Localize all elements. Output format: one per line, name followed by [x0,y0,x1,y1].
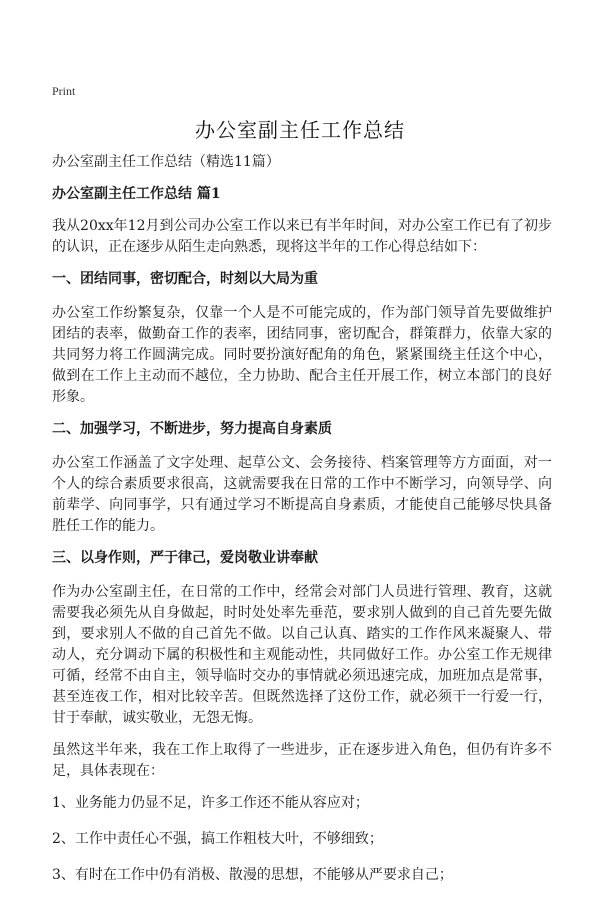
print-label: Print [52,84,76,98]
document-body [52,152,552,901]
section-heading-1: 一、团结同事，密切配合，时刻以大局为重 [52,271,318,287]
section-heading-3: 三、以身作则，严于律己，爱岗敬业讲奉献 [52,550,318,566]
page-title: 办公室副主任工作总结 [195,118,405,142]
shortcoming-item-1: 1、业务能力仍显不足，许多工作还不能从容应对； [52,795,369,811]
part-heading: 办公室副主任工作总结 篇1 [52,186,221,202]
subtitle: 办公室副主任工作总结（精选11篇） [52,154,280,170]
intro-paragraph: 我从20xx年12月到公司办公室工作以来已有半年时间，对办公室工作已有了初步的认识，正在逐步从陌生走向熟悉，现将这半年的工作心得总结如下： [52,218,552,255]
shortcoming-item-2: 2、工作中责任心不强，搞工作粗枝大叶，不够细致； [52,831,383,847]
section-heading-2: 二、加强学习，不断进步，努力提高自身素质 [52,421,332,437]
section-body-2: 办公室工作涵盖了文字处理、起草公文、会务接待、档案管理等方方面面，对一个人的综合素质要求很高，这就需要我在日常的工作中不断学习，向领导学、向前辈学、向同事学，只有通过学习不断提高自身素质，才能使自己能够尽快具备胜任工作的能力。 [52,455,552,534]
shortcoming-item-3: 3、有时在工作中仍有消极、散漫的思想，不能够从严要求自己； [52,867,453,883]
section-body-1: 办公室工作纷繁复杂，仅靠一个人是不可能完成的，作为部门领导首先要做维护团结的表率，做勤奋工作的表率，团结同事，密切配合，群策群力，依靠大家的共同努力将工作圆满完成。同时要扮演好配角的角色，紧紧围绕主任这个中心，做到在工作上主动而不越位，全力协助、配合主任开展工作，树立本部门的良好形象。 [52,305,552,405]
section-body-3: 作为办公室副主任，在日常的工作中，经常会对部门人员进行管理、教育，这就需要我必须先从自身做起，时时处处率先垂范，要求别人做到的自己首先要先做到，要求别人不做的自己首先不做。以自己认真、踏实的工作作风来凝聚人、带动人，充分调动下属的积极性和主观能动性，共同做好工作。办公室工作无规律可循，经常不由自主，领导临时交办的事情就必须迅速完成，加班加点是常事，甚至连夜工作，相对比较辛苦。但既然选择了这份工作，就必须干一行爱一行，甘于奉献，诚实敬业，无怨无悔。 [52,584,552,726]
summary-paragraph: 虽然这半年来，我在工作上取得了一些进步，正在逐步进入角色，但仍有许多不足，具体表现在： [52,742,552,779]
